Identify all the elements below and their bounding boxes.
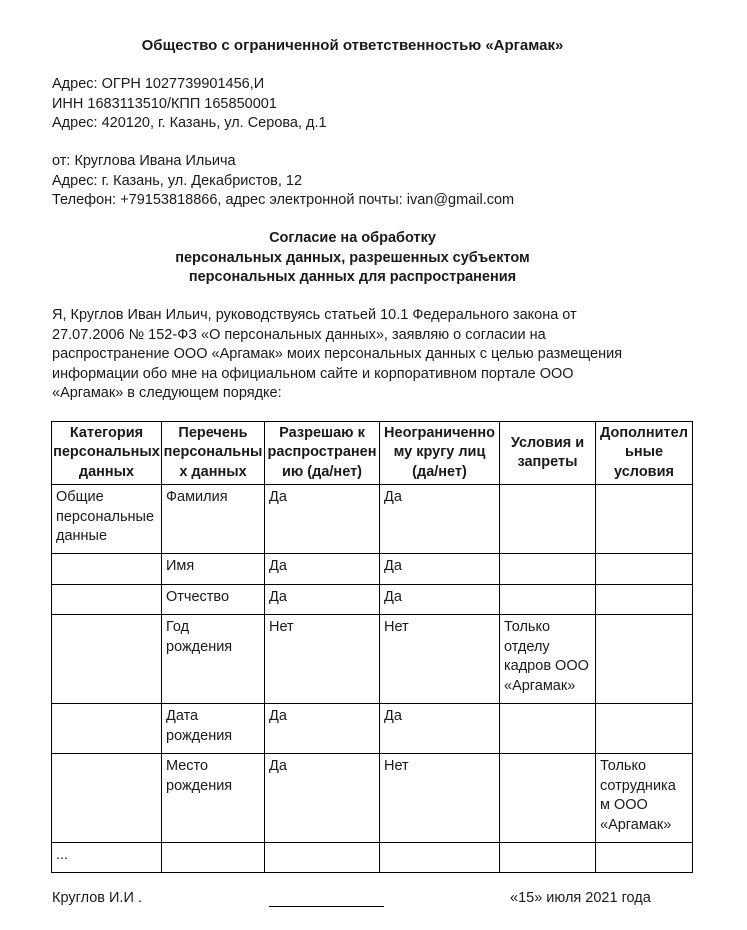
- column-header-line: условия: [614, 463, 674, 480]
- table-cell: [380, 485, 500, 554]
- table-cell: [596, 615, 693, 704]
- table-cell-line: Место: [166, 758, 209, 774]
- table-cell-line: Дата: [166, 708, 199, 724]
- table-cell-line: Да: [269, 708, 287, 724]
- table-cell-line: Да: [269, 589, 287, 605]
- table-cell: [500, 704, 596, 754]
- table-cell: [162, 554, 265, 585]
- table-cell-line: Нет: [384, 758, 409, 774]
- table-cell: [265, 843, 380, 873]
- table-cell-line: Только: [504, 619, 551, 635]
- table-row: [52, 615, 693, 704]
- intro-line: информации обо мне на официальном сайте и корпоративном портале ООО: [52, 365, 574, 382]
- table-cell: [52, 585, 162, 615]
- table-cell-line: ...: [56, 847, 69, 863]
- table-cell-line: м ООО: [600, 797, 648, 813]
- table-cell-line: данные: [56, 528, 108, 544]
- consent-table: [51, 421, 693, 873]
- table-cell-line: Да: [384, 489, 402, 505]
- table-cell-line: Да: [269, 558, 287, 574]
- table-cell-line: Да: [269, 758, 287, 774]
- table-cell: [162, 843, 265, 873]
- table-cell-line: отделу: [504, 638, 550, 655]
- consent-title-line: Согласие на обработку: [269, 230, 436, 246]
- column-header: [500, 422, 596, 485]
- column-header-line: му кругу лиц: [393, 444, 486, 461]
- table-cell: [52, 843, 162, 873]
- table-cell: [596, 485, 693, 554]
- table-cell-line: персональные: [56, 508, 155, 525]
- consent-title-line: персональных данных, разрешенных субъектом: [175, 249, 530, 266]
- table-cell: [500, 615, 596, 704]
- column-header: [265, 422, 380, 485]
- column-header-line: ию (да/нет): [281, 463, 362, 480]
- column-header-line: персональны: [163, 444, 263, 461]
- organization-inn-line: ИНН 1683113510/КПП 165850001: [52, 95, 277, 112]
- table-cell: [52, 704, 162, 754]
- table-cell: [265, 615, 380, 704]
- table-cell-line: Нет: [384, 619, 409, 635]
- organization-title: Общество с ограниченной ответственностью «Аргамак»: [141, 37, 564, 54]
- table-cell-line: рождения: [166, 727, 233, 744]
- table-cell: [162, 615, 265, 704]
- table-cell: [500, 754, 596, 843]
- column-header-line: персональных: [53, 444, 160, 461]
- column-header-line: Категория: [69, 424, 144, 441]
- table-cell-line: Общие: [56, 489, 104, 505]
- table-cell: [162, 754, 265, 843]
- table-cell-line: Да: [384, 558, 402, 574]
- table-row: [52, 554, 693, 585]
- column-header-line: распространен: [267, 444, 377, 461]
- table-cell: [380, 754, 500, 843]
- table-cell: [52, 754, 162, 843]
- sender-address: Адрес: г. Казань, ул. Декабристов, 12: [52, 172, 303, 189]
- table-cell: [500, 554, 596, 585]
- organization-address-line: Адрес: 420120, г. Казань, ул. Серова, д.1: [52, 115, 327, 131]
- table-cell: [500, 485, 596, 554]
- column-header-line: данных: [78, 463, 135, 480]
- column-header-line: х данных: [179, 463, 247, 480]
- organization-address-line: Адрес: ОГРН 1027739901456,И: [52, 76, 265, 92]
- table-cell-line: Да: [384, 589, 402, 605]
- table-cell-line: Да: [269, 489, 287, 505]
- table-cell-line: Год: [166, 619, 190, 635]
- table-cell: [162, 704, 265, 754]
- table-cell: [596, 843, 693, 873]
- table-cell: [265, 704, 380, 754]
- table-row: [52, 843, 693, 873]
- intro-paragraph: [52, 306, 692, 404]
- table-cell: [500, 585, 596, 615]
- table-cell-line: Нет: [269, 619, 294, 635]
- table-row: [52, 485, 693, 554]
- table-cell-line: Да: [384, 708, 402, 724]
- table-cell: [162, 585, 265, 615]
- table-cell: [500, 843, 596, 873]
- table-cell: [380, 704, 500, 754]
- table-cell-line: сотрудника: [600, 777, 676, 794]
- table-cell: [162, 485, 265, 554]
- organization-details: [52, 75, 712, 134]
- table-row: [52, 585, 693, 615]
- intro-line: 27.07.2006 № 152-ФЗ «О персональных данных», заявляю о согласии на: [52, 326, 546, 343]
- table-cell: [596, 585, 693, 615]
- table-cell: [265, 485, 380, 554]
- table-header-row: [52, 422, 693, 485]
- table-row: [52, 704, 693, 754]
- table-cell: [52, 615, 162, 704]
- intro-line: «Аргамак» в следующем порядке:: [52, 385, 282, 401]
- column-header-line: ьные: [624, 444, 664, 461]
- table-cell: [265, 554, 380, 585]
- column-header-line: запреты: [517, 454, 578, 470]
- column-header-line: Перечень: [178, 424, 248, 441]
- table-cell: [380, 615, 500, 704]
- sender-details: [52, 152, 712, 211]
- table-cell: [596, 554, 693, 585]
- table-cell: [380, 554, 500, 585]
- table-cell: [52, 554, 162, 585]
- column-header-line: Условия и: [510, 434, 585, 451]
- signature-date: «15» июля 2021 года: [510, 890, 651, 906]
- table-cell-line: Только: [600, 758, 647, 774]
- table-row: [52, 754, 693, 843]
- table-cell: [596, 704, 693, 754]
- column-header: [162, 422, 265, 485]
- sender-from: от: Круглова Ивана Ильича: [52, 153, 236, 169]
- column-header: [52, 422, 162, 485]
- table-cell: [52, 485, 162, 554]
- intro-line: Я, Круглов Иван Ильич, руководствуясь статьей 10.1 Федерального закона от: [52, 307, 577, 323]
- column-header: [380, 422, 500, 485]
- signature-name: Круглов И.И .: [52, 890, 142, 906]
- table-cell: [265, 754, 380, 843]
- column-header-line: Дополнител: [600, 424, 688, 441]
- column-header-line: Разрешаю к: [279, 424, 365, 441]
- table-cell-line: кадров ООО: [504, 658, 589, 674]
- consent-title: [0, 229, 705, 288]
- table-cell-line: Фамилия: [166, 489, 228, 505]
- table-cell-line: Отчество: [166, 589, 230, 605]
- table-cell-line: «Аргамак»: [504, 677, 576, 694]
- column-header-line: (да/нет): [412, 463, 467, 480]
- signature-line: [269, 906, 384, 907]
- table-cell-line: Имя: [166, 558, 195, 574]
- consent-title-line: персональных данных для распространения: [188, 269, 517, 285]
- column-header: [596, 422, 693, 485]
- table-cell-line: рождения: [166, 777, 233, 794]
- intro-line: распространение ООО «Аргамак» моих персональных данных с целью размещения: [52, 346, 623, 362]
- table-cell: [265, 585, 380, 615]
- column-header-line: Неограниченно: [384, 424, 495, 441]
- sender-contacts: Телефон: +79153818866, адрес электронной почты: ivan@gmail.com: [52, 192, 515, 208]
- table-cell: [596, 754, 693, 843]
- table-cell-line: «Аргамак»: [600, 816, 672, 833]
- table-cell: [380, 843, 500, 873]
- table-cell: [380, 585, 500, 615]
- table-cell-line: рождения: [166, 638, 233, 655]
